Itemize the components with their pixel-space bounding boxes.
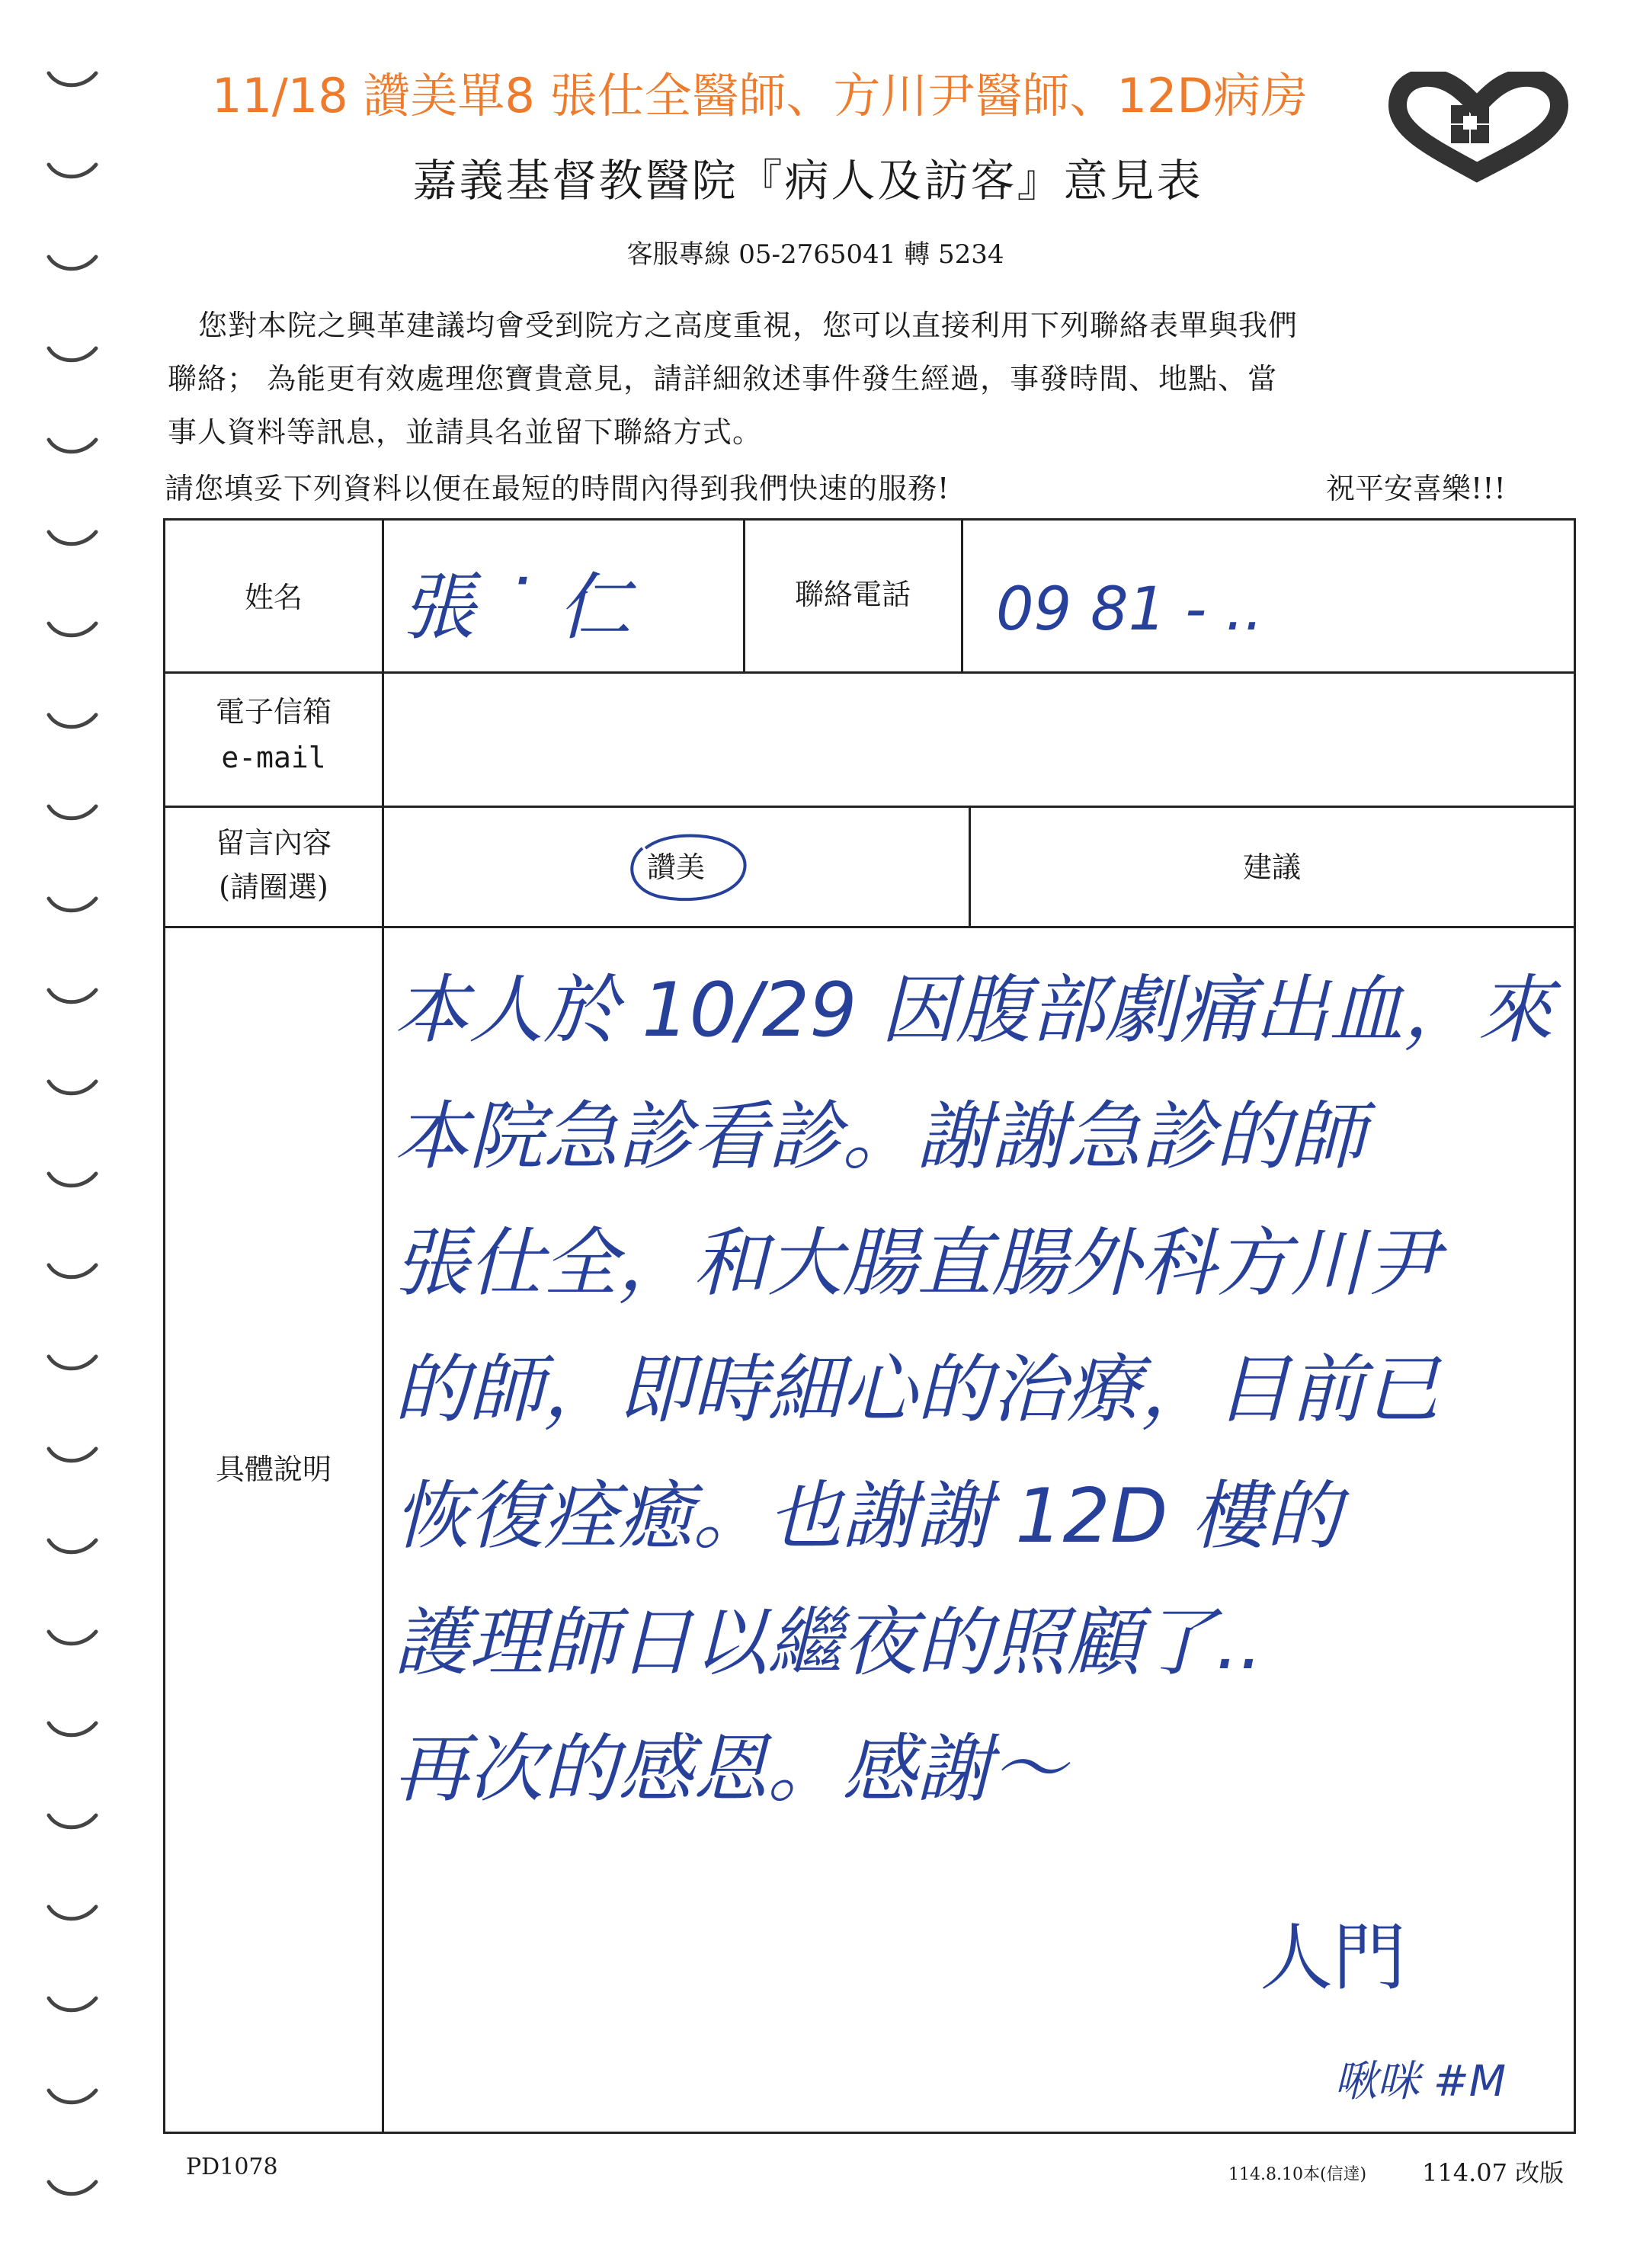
row-divider-1 [165, 671, 1574, 674]
binder-ring-icon [46, 248, 99, 275]
praise-banner: 11/18 讚美單8 張仕全醫師、方川尹醫師、12D病房 [212, 68, 1308, 123]
selected-circle-mark [620, 825, 757, 909]
binder-ring-icon [46, 614, 99, 642]
binder-ring-icon [46, 1347, 99, 1375]
binder-ring-icon [46, 889, 99, 917]
binder-ring-icon [46, 1531, 99, 1558]
name-label: 姓名 [244, 581, 303, 614]
binder-ring-icon [46, 1623, 99, 1650]
email-label-zh: 電子信箱 [215, 695, 331, 729]
suggestion-option[interactable] [970, 845, 1574, 889]
row-divider-3 [165, 926, 1574, 928]
signature: 人門 [1260, 1915, 1406, 2001]
binder-ring-icon [46, 1714, 99, 1741]
binder-ring-icon [46, 2081, 99, 2109]
details-label: 具體說明 [215, 1453, 331, 1486]
email-label-en: e-mail [221, 741, 326, 774]
handwritten-note: 啾咪 #M [1334, 2057, 1507, 2106]
form-code: PD1078 [186, 2154, 278, 2180]
details-line: 護理師日以繼夜的照顧了.. [394, 1600, 1263, 1687]
details-line: 本人於 10/29 因腹部劇痛出血，來 [394, 967, 1553, 1054]
binder-ring-icon [46, 2173, 99, 2200]
details-line: 再次的感恩。感謝～ [394, 1726, 1067, 1813]
phone-label-divider [961, 521, 963, 671]
intro-text-line-1: 您對本院之興革建議均會受到院方之高度重視，您可以直接利用下列聯絡表單與我們 [198, 309, 1299, 342]
details-line: 的師，即時細心的治療，目前已 [394, 1347, 1440, 1434]
binder-ring-icon [46, 706, 99, 733]
details-line: 恢復痊癒。也謝謝 12D 樓的 [394, 1473, 1341, 1560]
details-line: 張仕全，和大腸直腸外科方川尹 [394, 1220, 1440, 1307]
phone-label: 聯絡電話 [794, 578, 911, 611]
binder-ring-icon [46, 1806, 99, 1834]
binder-ring-icon [46, 339, 99, 367]
binder-ring-icon [46, 1256, 99, 1283]
details-line: 本院急診看診。謝謝急診的師 [394, 1094, 1366, 1180]
revision-label: 114.07 改版 [1422, 2158, 1565, 2187]
binder-ring-icon [46, 64, 99, 91]
suggestion-option-label: 建議 [1242, 850, 1301, 884]
binder-ring-icon [46, 1989, 99, 2017]
details-body[interactable] [394, 947, 1568, 1833]
binder-ring-icon [46, 1164, 99, 1192]
row-divider-2 [165, 806, 1574, 808]
binder-ring-icon [46, 1072, 99, 1100]
phone-field[interactable]: 09 81 ‑ .. [996, 575, 1263, 644]
binder-ring-icon [46, 523, 99, 550]
label-column-divider [382, 521, 384, 2132]
intro-text-line-3: 事人資料等訊息，並請具名並留下聯絡方式。 [168, 415, 763, 449]
message-type-label: 留言內容 [215, 826, 331, 860]
binder-ring-icon [46, 1898, 99, 1925]
feedback-form [163, 518, 1576, 2134]
intro-text-line-2: 聯絡； 為能更有效處理您寶貴意見，請詳細敘述事件發生經過，事發時間、地點、當 [168, 362, 1278, 396]
hospital-logo-icon [1387, 72, 1570, 186]
print-info: 114.8.10本(信達) [1228, 2165, 1367, 2184]
name-field[interactable]: 張 ˙ 仁 [402, 565, 632, 650]
binder-ring-icon [46, 1440, 99, 1467]
binder-ring-icon [46, 797, 99, 825]
form-title: 嘉義基督教醫院『病人及訪客』意見表 [412, 155, 1203, 207]
service-hotline: 客服專線 05-2765041 轉 5234 [626, 239, 1004, 270]
binder-ring-icon [46, 155, 99, 183]
blessing-text: 祝平安喜樂!!! [1326, 472, 1506, 505]
binder-ring-icon [46, 981, 99, 1008]
fill-instruction: 請您填妥下列資料以便在最短的時間內得到我們快速的服務! [165, 472, 950, 505]
binder-ring-icon [46, 431, 99, 458]
circle-instruction: (請圈選) [219, 870, 328, 904]
praise-option-label: 讚美 [646, 850, 705, 884]
